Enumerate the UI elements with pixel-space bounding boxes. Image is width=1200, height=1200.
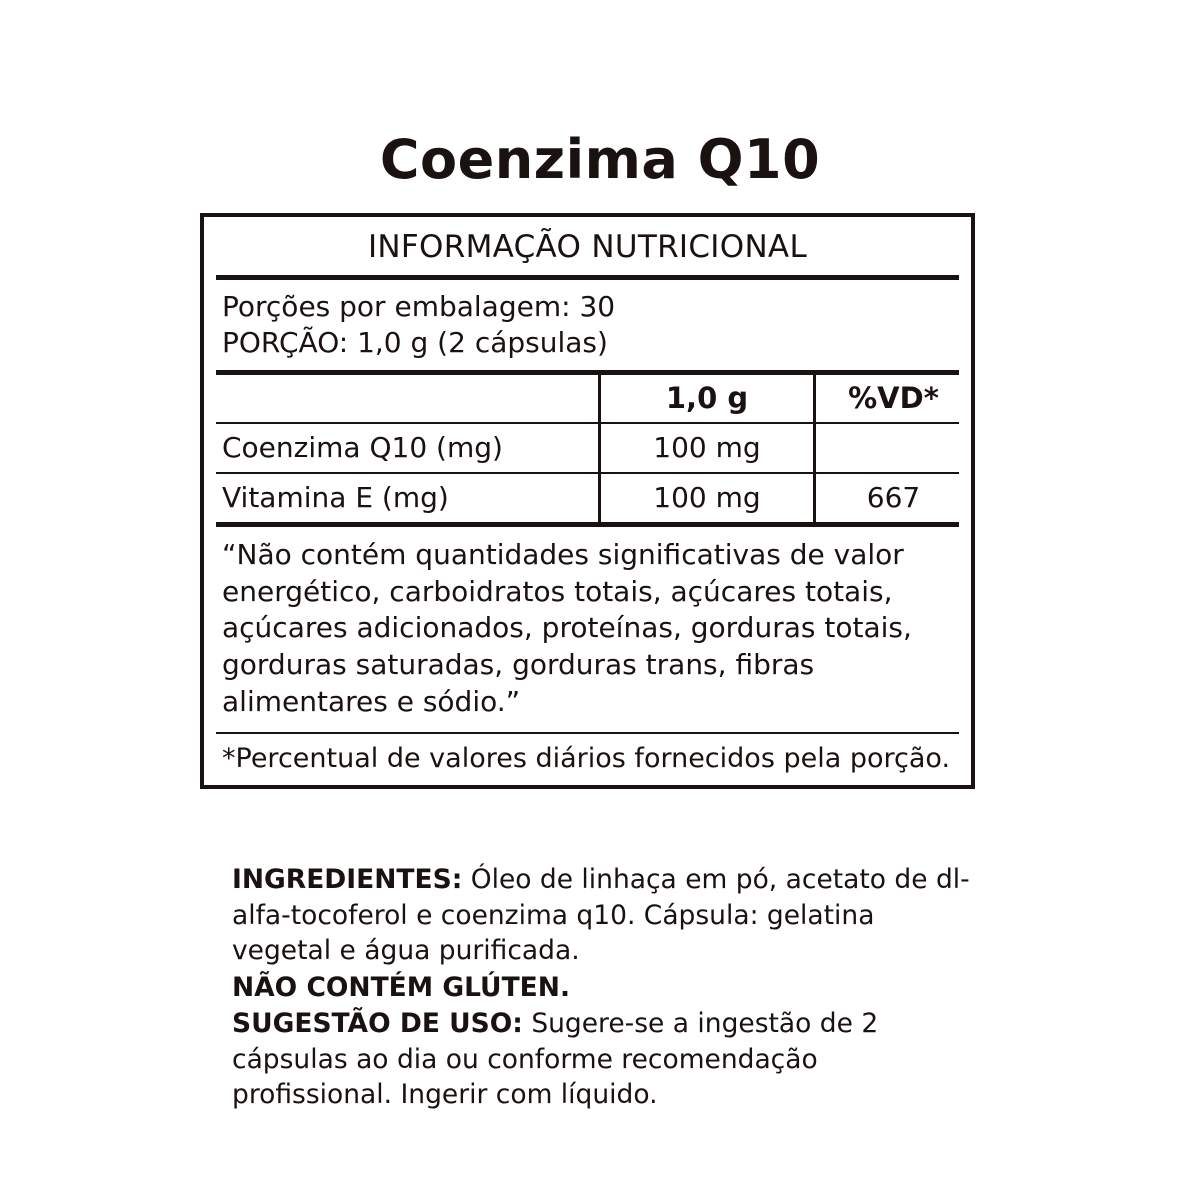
- servings-per-package: Porções por embalagem: 30: [222, 290, 616, 323]
- nutrition-facts-panel: [200, 213, 975, 789]
- usage-text: Sugere-se a ingestão de 2 cápsulas ao dia ou conforme recomendação profissional. Ingerir com líquido.: [232, 1008, 879, 1110]
- usage-label: SUGESTÃO DE USO:: [232, 1008, 523, 1039]
- nutrition-note: “Não contém quantidades significativas de valor energético, carboidratos totais, açúcares totais, açúcares adicionados, proteínas, gorduras totais, gorduras saturadas, gorduras trans, fibras alimentares e sódio.”: [222, 538, 912, 718]
- row-nutrient-amount: 100 mg: [600, 474, 815, 522]
- table-row: [204, 424, 971, 472]
- serving-info: [204, 280, 971, 370]
- gluten-label: NÃO CONTÉM GLÚTEN.: [232, 971, 571, 1003]
- row-nutrient-name: Coenzima Q10 (mg): [222, 431, 503, 465]
- table-row: [204, 474, 971, 522]
- nutrition-table: [204, 375, 971, 522]
- header-daily-value: %VD*: [848, 381, 939, 416]
- row-nutrient-name: Vitamina E (mg): [222, 481, 449, 515]
- ingredients-paragraph: [232, 862, 974, 969]
- header-nutrient: [204, 375, 600, 422]
- row-nutrient-dv: 667: [866, 481, 921, 515]
- table-header-row: [204, 375, 971, 422]
- header-amount: 1,0 g: [600, 375, 815, 422]
- usage-paragraph: [232, 1006, 974, 1113]
- ingredients-label: INGREDIENTES:: [232, 864, 463, 895]
- row-nutrient-dv: [815, 424, 972, 472]
- nutrition-footnote: *Percentual de valores diários fornecidos pela porção.: [222, 743, 951, 775]
- page-title: Coenzima Q10: [379, 128, 821, 192]
- gluten-paragraph: [232, 970, 974, 1006]
- row-nutrient-amount: 100 mg: [600, 424, 815, 472]
- nutrition-panel-heading: INFORMAÇÃO NUTRICIONAL: [367, 229, 808, 265]
- product-info-block: [232, 862, 974, 1113]
- serving-size: PORÇÃO: 1,0 g (2 cápsulas): [222, 325, 608, 359]
- ingredients-text: Óleo de linhaça em pó, acetato de dl-alfa-tocoferol e coenzima q10. Cápsula: gelatina vegetal e água purificada.: [232, 864, 970, 966]
